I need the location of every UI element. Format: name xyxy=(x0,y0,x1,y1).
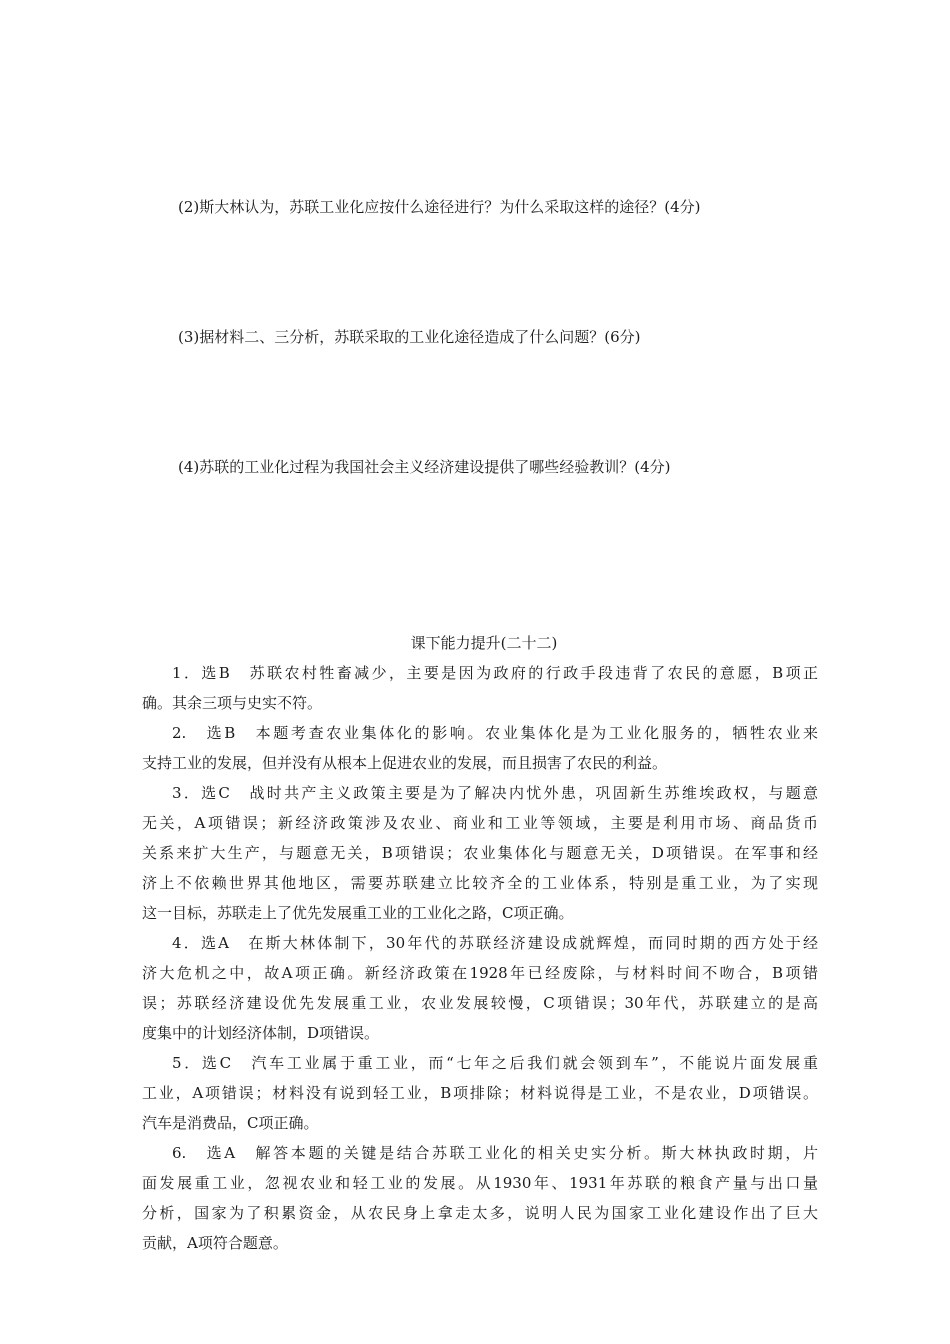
answer-line: 无关，A项错误；新经济政策涉及农业、商业和工业等领域，主要是利用市场、商品货币 xyxy=(142,814,818,832)
answer-section-title: 课下能力提升(二十二) xyxy=(410,634,558,652)
answer-line: 分析，国家为了积累资金，从农民身上拿走太多，说明人民为国家工业化建设作出了巨大 xyxy=(142,1204,818,1222)
answer-item-3 xyxy=(142,778,818,928)
answer-line: 这一目标，苏联走上了优先发展重工业的工业化之路，C项正确。 xyxy=(142,904,574,922)
answer-line: 确。其余三项与史实不符。 xyxy=(142,694,323,712)
answer-item-2 xyxy=(142,718,818,778)
question-4: (4)苏联的工业化过程为我国社会主义经济建设提供了哪些经验教训？(4分) xyxy=(178,458,671,476)
answer-line: 3．选C 战时共产主义政策主要是为了解决内忧外患，巩固新生苏维埃政权，与题意 xyxy=(172,784,818,802)
answer-item-4 xyxy=(142,928,818,1048)
answer-line: 度集中的计划经济体制，D项错误。 xyxy=(142,1024,380,1042)
answer-item-1 xyxy=(142,658,818,718)
answer-line: 关系来扩大生产，与题意无关，B项错误；农业集体化与题意无关，D项错误。在军事和经 xyxy=(142,844,818,862)
answer-section xyxy=(142,628,818,1258)
answer-line: 支持工业的发展，但并没有从根本上促进农业的发展，而且损害了农民的利益。 xyxy=(142,754,668,772)
answer-line: 4．选A 在斯大林体制下，30年代的苏联经济建设成就辉煌，而同时期的西方处于经 xyxy=(172,934,818,952)
answer-line: 1．选B 苏联农村牲畜减少，主要是因为政府的行政手段违背了农民的意愿，B项正 xyxy=(172,664,818,682)
question-3: (3)据材料二、三分析，苏联采取的工业化途径造成了什么问题？(6分) xyxy=(178,328,641,346)
answer-line: 济大危机之中，故A项正确。新经济政策在1928年已经废除，与材料时间不吻合，B项错 xyxy=(142,964,818,982)
answer-line: 误；苏联经济建设优先发展重工业，农业发展较慢，C项错误；30年代，苏联建立的是高 xyxy=(142,994,818,1012)
answer-item-6 xyxy=(142,1138,818,1258)
answer-line: 6. 选A 解答本题的关键是结合苏联工业化的相关史实分析。斯大林执政时期，片 xyxy=(172,1144,818,1162)
answer-line: 2. 选B 本题考查农业集体化的影响。农业集体化是为工业化服务的，牺牲农业来 xyxy=(172,724,818,742)
answer-item-5 xyxy=(142,1048,818,1138)
question-2: (2)斯大林认为，苏联工业化应按什么途径进行？为什么采取这样的途径？(4分) xyxy=(178,198,701,216)
answer-line: 面发展重工业，忽视农业和轻工业的发展。从1930年、1931年苏联的粮食产量与出口量 xyxy=(142,1174,818,1192)
answer-line: 工业，A项错误；材料没有说到轻工业，B项排除；材料说得是工业，不是农业，D项错误。 xyxy=(142,1084,818,1102)
answer-line: 汽车是消费品，C项正确。 xyxy=(142,1114,319,1132)
answer-line: 济上不依赖世界其他地区，需要苏联建立比较齐全的工业体系，特别是重工业，为了实现 xyxy=(142,874,818,892)
answer-line: 5．选C 汽车工业属于重工业，而“七年之后我们就会领到车”，不能说片面发展重 xyxy=(172,1054,818,1072)
answer-line: 贡献，A项符合题意。 xyxy=(142,1234,288,1252)
